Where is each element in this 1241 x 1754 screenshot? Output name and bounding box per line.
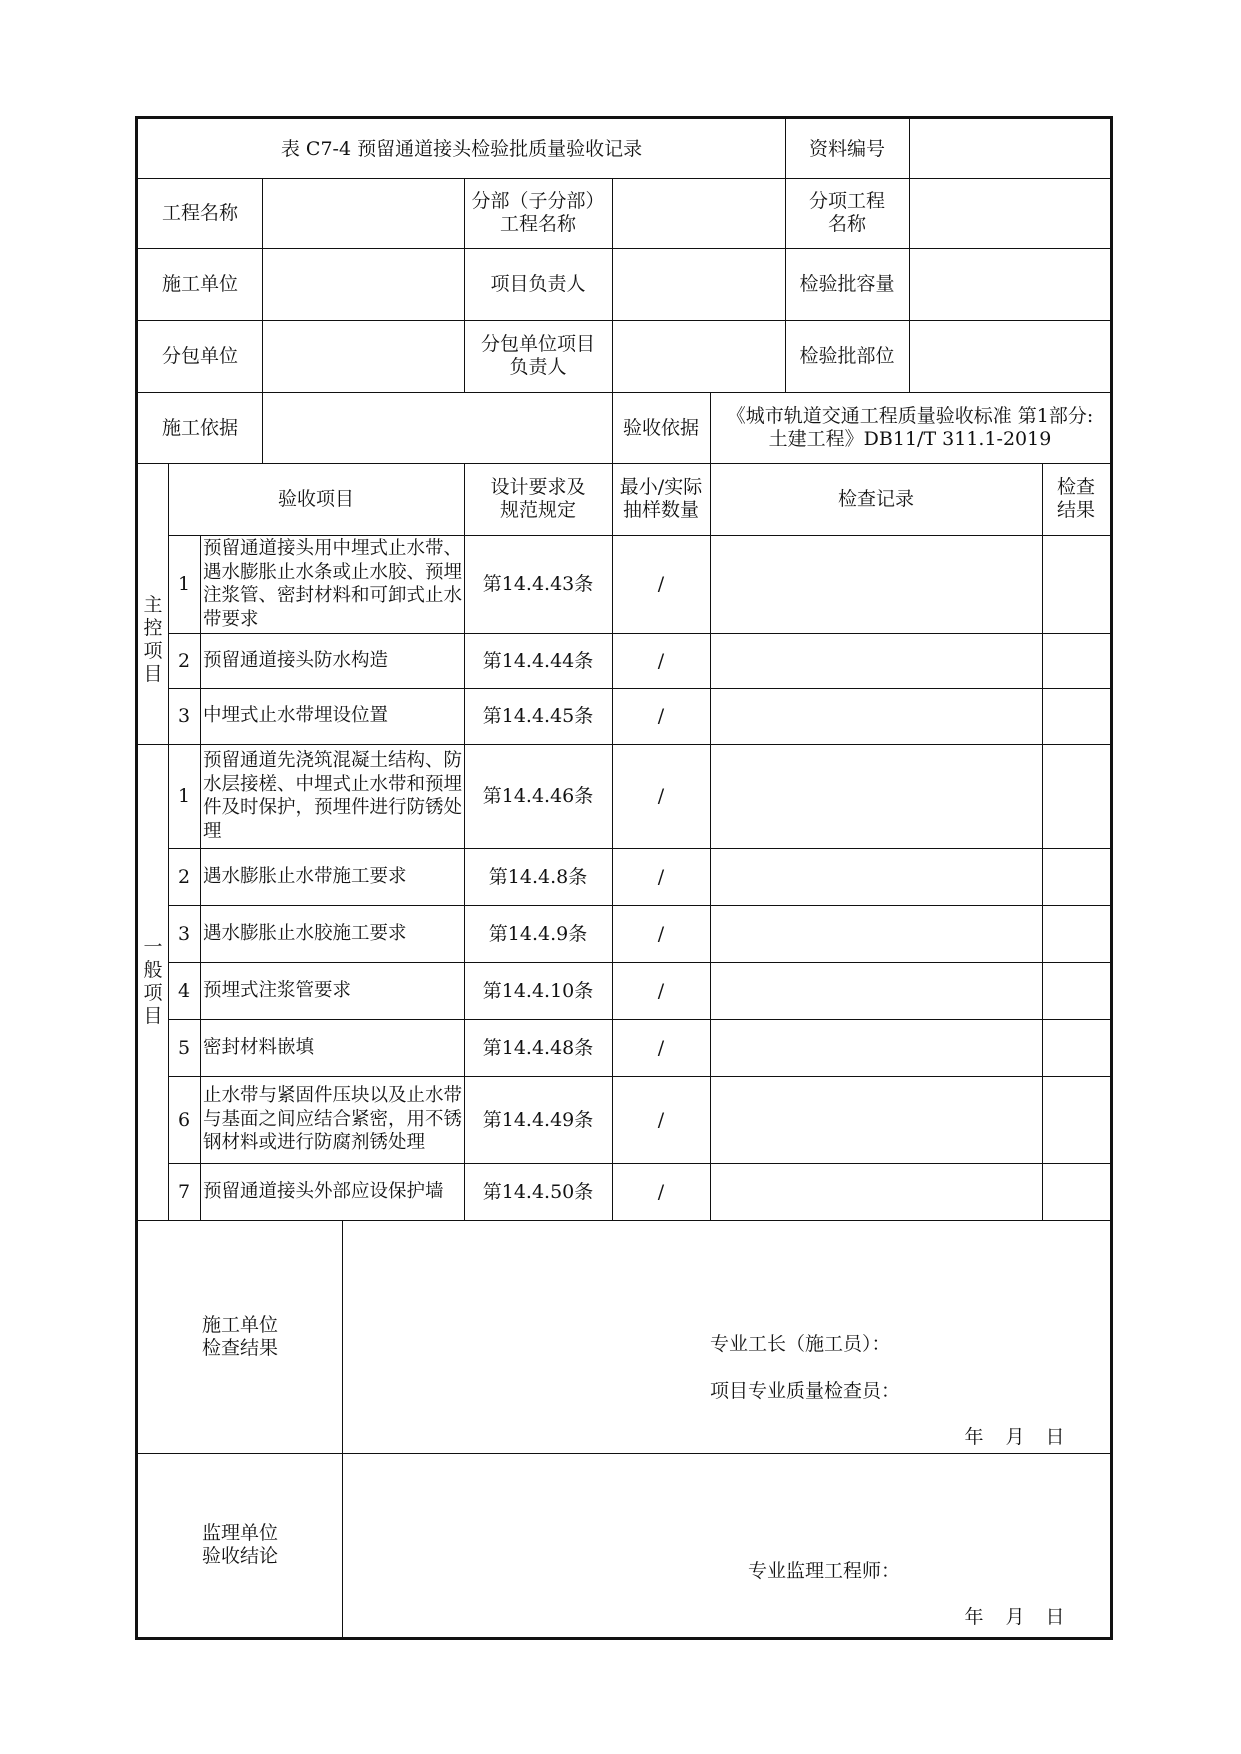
subitem-label-line1: 分项工程 — [808, 190, 885, 212]
subitem-value[interactable] — [909, 178, 1110, 248]
main-control-group-label — [138, 535, 168, 744]
form-title: 表 C7-4 预留通道接头检验批质量验收记录 — [280, 137, 643, 160]
main-item-sample: / — [657, 705, 665, 727]
contractor-day-label: 日 — [1045, 1426, 1065, 1448]
main-item-clause: 第14.4.43条 — [482, 573, 594, 595]
supervisor-engineer-label: 专业监理工程师： — [748, 1560, 901, 1582]
general-item-no: 5 — [177, 1036, 191, 1059]
general-item-no: 1 — [177, 785, 191, 807]
contractor-check-label-line2: 检查结果 — [201, 1336, 278, 1359]
general-item-sample: / — [657, 1036, 665, 1059]
general-item-desc: 预埋式注浆管要求 — [203, 979, 352, 1001]
group-char: 项 — [143, 982, 163, 1004]
group-char: 控 — [143, 616, 163, 639]
general-item-clause: 第14.4.48条 — [482, 1036, 594, 1059]
general-item-sample: / — [657, 1108, 665, 1131]
sub-manager-value[interactable] — [612, 320, 785, 392]
group-char: 主 — [143, 593, 163, 616]
col-header-design-line2: 规范规定 — [499, 499, 576, 521]
division-label-line1: 分部（子分部） — [471, 190, 605, 212]
col-line — [1042, 463, 1043, 1220]
col-header-result — [1042, 463, 1110, 535]
batch-location-label: 检验批部位 — [799, 345, 895, 367]
batch-capacity-value[interactable] — [909, 248, 1110, 320]
supervisor-month-label: 月 — [1005, 1606, 1025, 1628]
general-item-no: 3 — [177, 922, 191, 945]
project-name-value[interactable] — [262, 178, 464, 248]
project-manager-label: 项目负责人 — [490, 273, 586, 295]
acceptance-basis-value — [710, 392, 1110, 463]
contractor-month-label: 月 — [1005, 1426, 1025, 1448]
sub-manager-label-line1: 分包单位项目 — [480, 333, 595, 355]
general-item-clause: 第14.4.50条 — [482, 1180, 594, 1203]
project-manager-value[interactable] — [612, 248, 785, 320]
project-name-label: 工程名称 — [161, 202, 238, 224]
col-header-record: 检查记录 — [837, 488, 914, 510]
group-char: 般 — [143, 959, 163, 981]
main-item-desc: 预留通道接头用中埋式止水带、遇水膨胀止水条或止水胶、预埋注浆管、密封材料和可卸式止水带要求 — [203, 538, 463, 630]
general-item-desc: 遇水膨胀止水带施工要求 — [203, 865, 407, 887]
subitem-label — [785, 178, 909, 248]
division-value[interactable] — [612, 178, 785, 248]
main-item-no: 2 — [177, 649, 191, 672]
contractor-check-label — [138, 1220, 342, 1453]
batch-capacity-label: 检验批容量 — [799, 273, 895, 295]
general-item-clause: 第14.4.49条 — [482, 1108, 594, 1131]
main-item-sample: / — [657, 649, 665, 672]
col-line — [342, 1220, 343, 1637]
contractor-label: 施工单位 — [161, 273, 238, 295]
supervisor-check-label-line1: 监理单位 — [201, 1522, 278, 1544]
general-item-clause: 第14.4.10条 — [482, 979, 594, 1002]
general-item-desc: 密封材料嵌填 — [203, 1036, 315, 1058]
col-header-sample-line2: 抽样数量 — [622, 499, 699, 521]
supervisor-check-label — [138, 1453, 342, 1637]
supervisor-check-label-line2: 验收结论 — [201, 1545, 278, 1567]
record-no-value[interactable] — [909, 119, 1110, 178]
general-item-sample: / — [657, 922, 665, 945]
col-header-design-line1: 设计要求及 — [490, 476, 586, 498]
construction-basis-value[interactable] — [262, 392, 612, 463]
general-item-sample: / — [657, 979, 665, 1002]
general-item-sample: / — [657, 1180, 665, 1203]
subcontractor-value[interactable] — [262, 320, 464, 392]
general-item-sample: / — [657, 865, 665, 888]
general-item-no: 7 — [177, 1180, 191, 1203]
supervisor-year-label: 年 — [964, 1606, 984, 1628]
general-group-label — [138, 744, 168, 1220]
construction-basis-label: 施工依据 — [161, 416, 238, 439]
main-item-no: 1 — [177, 573, 191, 595]
acceptance-basis-line2: 土建工程》DB11/T 311.1-2019 — [768, 427, 1052, 450]
sub-manager-label-line2: 负责人 — [509, 356, 567, 378]
batch-location-value[interactable] — [909, 320, 1110, 392]
general-item-desc: 止水带与紧固件压块以及止水带与基面之间应结合紧密，用不锈钢材料或进行防腐剂锈处理 — [203, 1085, 463, 1154]
col-header-item: 验收项目 — [277, 488, 354, 510]
division-label — [464, 178, 612, 248]
col-header-result-line2: 结果 — [1056, 499, 1095, 521]
main-item-clause: 第14.4.45条 — [482, 705, 594, 727]
sub-manager-label — [464, 320, 612, 392]
subitem-label-line2: 名称 — [827, 213, 866, 235]
group-char: 一 — [143, 936, 163, 958]
general-item-desc: 预留通道接头外部应设保护墙 — [203, 1180, 444, 1202]
subcontractor-label: 分包单位 — [161, 345, 238, 367]
col-header-sample-line1: 最小/实际 — [619, 476, 703, 498]
main-item-sample: / — [657, 573, 665, 595]
general-item-no: 4 — [177, 979, 191, 1002]
main-item-no: 3 — [177, 705, 191, 727]
general-item-clause: 第14.4.9条 — [488, 922, 588, 945]
main-item-desc: 预留通道接头防水构造 — [203, 649, 389, 671]
general-item-clause: 第14.4.8条 — [488, 865, 588, 888]
group-char: 目 — [143, 662, 163, 685]
group-char: 项 — [143, 639, 163, 662]
general-item-sample: / — [657, 785, 665, 807]
division-label-line2: 工程名称 — [499, 213, 576, 235]
acceptance-basis-label: 验收依据 — [622, 416, 699, 439]
general-item-desc: 遇水膨胀止水胶施工要求 — [203, 922, 407, 944]
contractor-year-label: 年 — [964, 1426, 984, 1448]
foreman-signature-label: 专业工长（施工员）： — [710, 1333, 891, 1355]
general-item-no: 2 — [177, 865, 191, 888]
group-char: 目 — [143, 1005, 163, 1027]
acceptance-basis-line1: 《城市轨道交通工程质量验收标准 第1部分: — [726, 404, 1094, 427]
main-item-clause: 第14.4.44条 — [482, 649, 594, 672]
general-item-clause: 第14.4.46条 — [482, 785, 594, 807]
record-no-label: 资料编号 — [808, 137, 885, 160]
supervisor-day-label: 日 — [1045, 1606, 1065, 1628]
inspector-signature-label: 项目专业质量检查员： — [710, 1380, 901, 1402]
col-header-design — [464, 463, 612, 535]
contractor-check-label-line1: 施工单位 — [201, 1313, 278, 1336]
general-item-desc: 预留通道先浇筑混凝土结构、防水层接槎、中埋式止水带和预埋件及时保护，预埋件进行防锈处理 — [203, 750, 463, 842]
general-item-no: 6 — [177, 1108, 191, 1131]
col-header-sample — [612, 463, 710, 535]
contractor-value[interactable] — [262, 248, 464, 320]
col-header-result-line1: 检查 — [1056, 476, 1095, 498]
main-item-desc: 中埋式止水带埋设位置 — [203, 705, 389, 727]
